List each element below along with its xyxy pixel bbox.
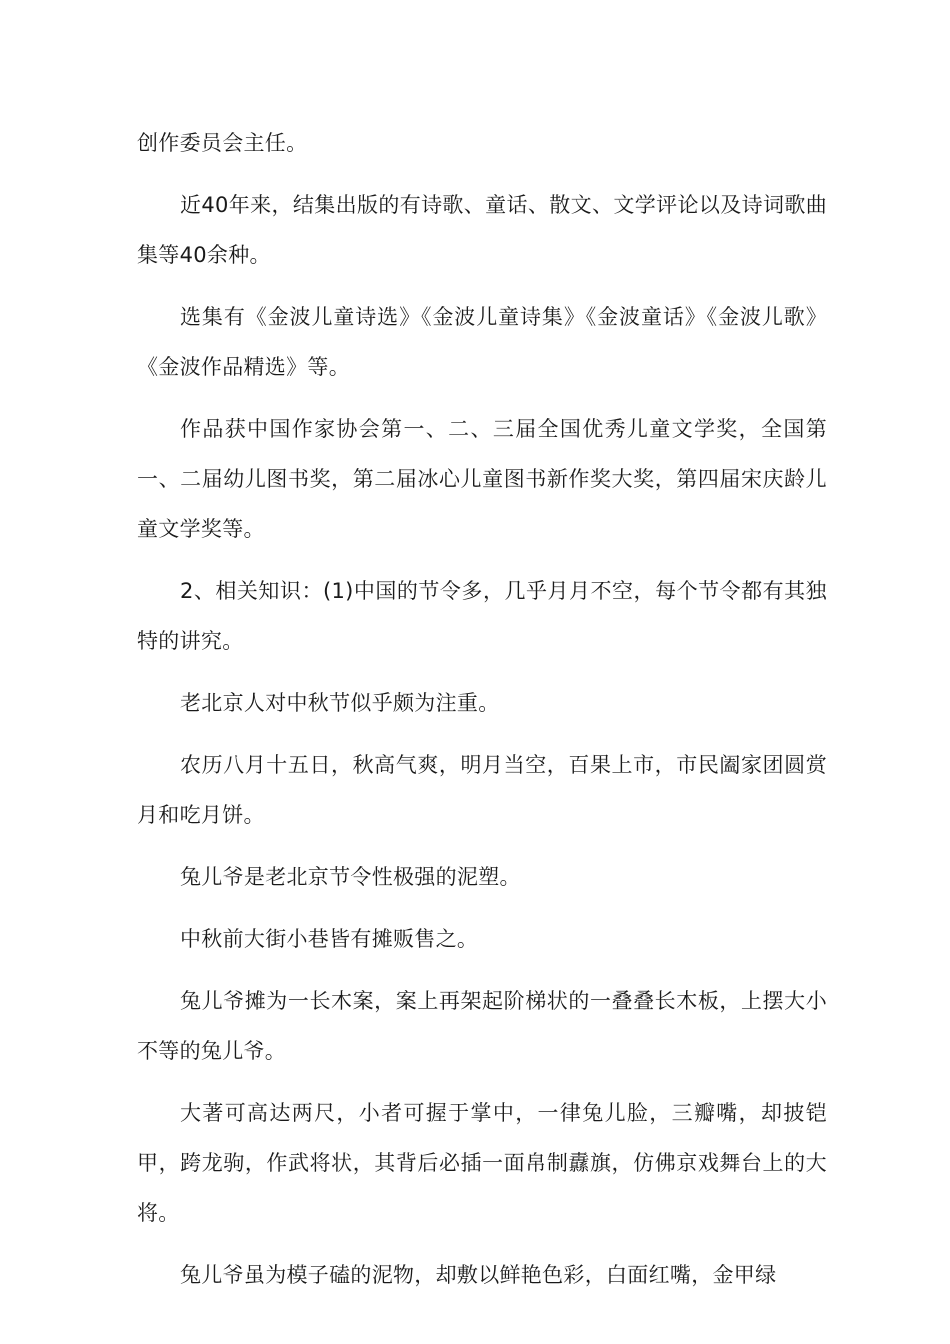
paragraph-6: 老北京人对中秋节似乎颇为注重。	[180, 691, 500, 715]
paragraph-1: 创作委员会主任。	[137, 131, 308, 155]
paragraph-7: 农历八月十五日，秋高气爽，明月当空，百果上市，市民阖家团圆赏月和吃月饼。	[137, 753, 827, 827]
paragraph-4: 作品获中国作家协会第一、二、三届全国优秀儿童文学奖，全国第一、二届幼儿图书奖，第二届冰心儿童图书新作奖大奖，第四届宋庆龄儿童文学奖等。	[137, 417, 827, 541]
paragraph-2: 近40年来，结集出版的有诗歌、童话、散文、文学评论以及诗词歌曲集等40余种。	[137, 193, 827, 267]
paragraph-8: 兔儿爷是老北京节令性极强的泥塑。	[180, 865, 521, 889]
document-body	[137, 118, 827, 1312]
paragraph-5: 2、相关知识：(1)中国的节令多，几乎月月不空，每个节令都有其独特的讲究。	[137, 579, 827, 653]
paragraph-12: 兔儿爷虽为模子磕的泥物，却敷以鲜艳色彩，白面红嘴，金甲绿	[180, 1263, 777, 1287]
paragraph-9: 中秋前大街小巷皆有摊贩售之。	[180, 927, 479, 951]
paragraph-11: 大著可高达两尺，小者可握于掌中，一律兔儿脸，三瓣嘴，却披铠甲，跨龙驹，作武将状，其背后必插一面帛制纛旗，仿佛京戏舞台上的大将。	[137, 1101, 827, 1225]
paragraph-10: 兔儿爷摊为一长木案，案上再架起阶梯状的一叠叠长木板，上摆大小不等的兔儿爷。	[137, 989, 827, 1063]
paragraph-3: 选集有《金波儿童诗选》《金波儿童诗集》《金波童话》《金波儿歌》《金波作品精选》等。	[137, 305, 827, 379]
